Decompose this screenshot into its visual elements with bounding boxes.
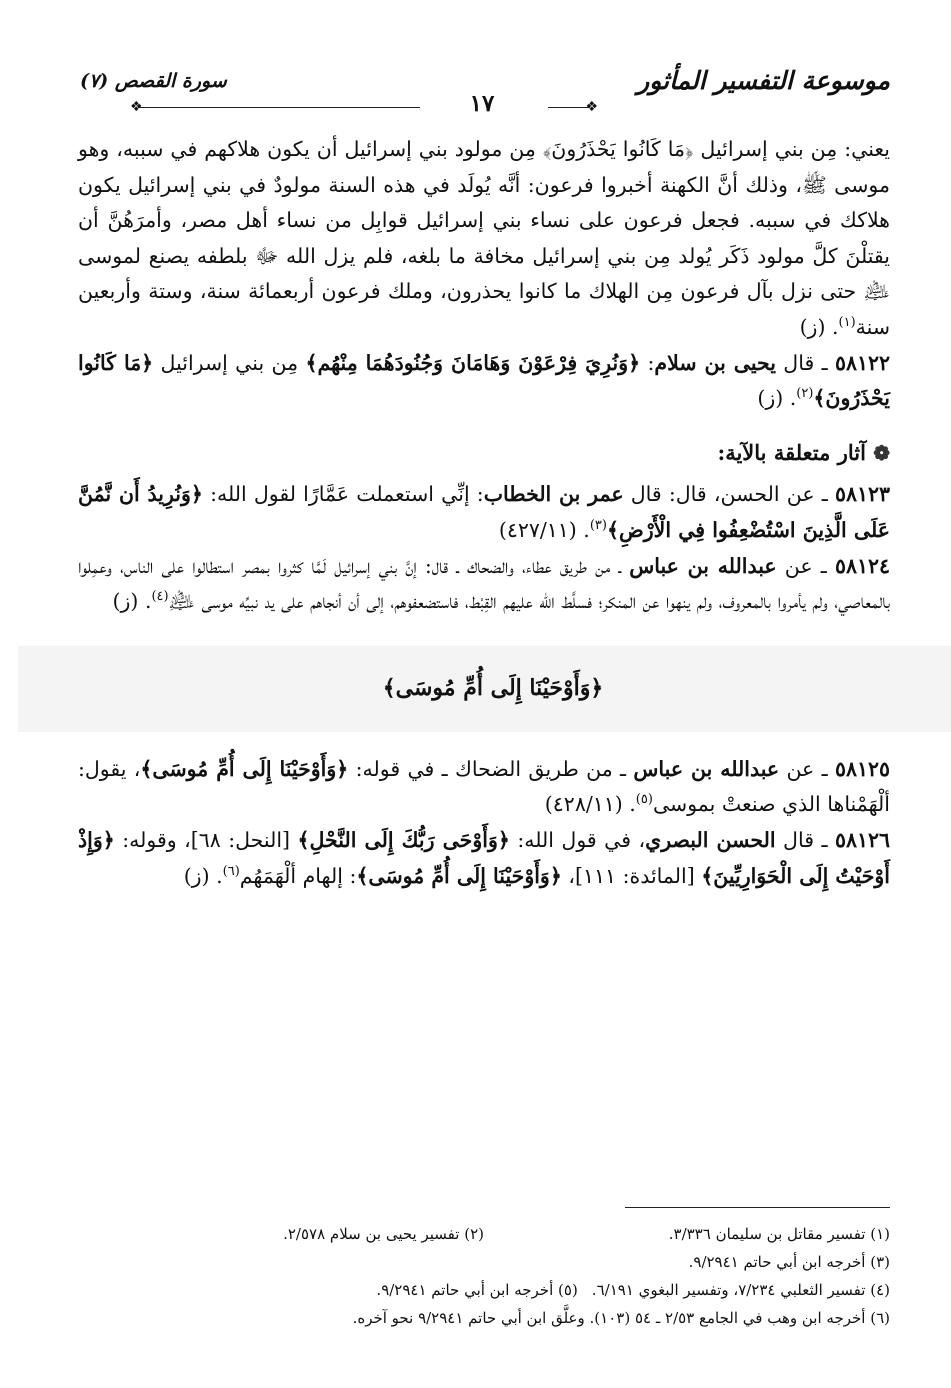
footnote: (٤) تفسير الثعلبي ٧/٢٣٤، وتفسير البغوي ٦/١٩١.: [591, 1281, 890, 1299]
footnote-ref[interactable]: (١): [838, 315, 856, 331]
quran-quote: ﴿وَإِذْ أَوْحَيْتُ إِلَى الْحَوَارِيِّينَ﴾: [78, 827, 890, 888]
footnote: (١) تفسير مقاتل بن سليمان ٣/٣٣٦.: [668, 1225, 890, 1243]
quran-quote: ﴿وَنُرِيَ فِرْعَوْنَ وَهَامَانَ وَجُنُودَهُمَا مِنْهُم﴾: [305, 350, 641, 375]
narrator-name: عمر بن الخطاب: [483, 482, 624, 507]
footnote: (٦) أخرجه ابن وهب في الجامع ٢/٥٣ ـ ٥٤ (١٠٣). وعلَّق ابن أبي حاتم ٩/٢٩٤١ نحو آخره.: [352, 1309, 890, 1327]
quran-quote: ﴿مَا كَانُوا يَحْذَرُونَ﴾: [78, 350, 890, 411]
narration-paragraph: ٥٨١٢٥ ـ عن عبدالله بن عباس ـ من طريق الضحاك ـ في قوله: ﴿وَأَوْحَيْنَا إِلَى أُمِّ مُوسَى﴾، يقول: ألْهَمْناها الذي صنعتْ بموسى$^{(٥)}$. (٤٢٨/١١): [78, 756, 890, 817]
narration-number: ٥٨١٢٦: [834, 827, 890, 852]
narrator-name: عبدالله بن عباس: [633, 756, 780, 781]
footnote-row: [78, 1276, 890, 1304]
narration-number: ٥٨١٢٥: [834, 756, 890, 781]
narration-number: ٥٨١٢٣: [834, 482, 890, 507]
footnote-ref[interactable]: (٥): [635, 792, 653, 808]
narrator-name: الحسن البصري: [645, 827, 776, 852]
narration-paragraph: ٥٨١٢٤ ـ عن عبدالله بن عباس ـ من طريق عطاء، والضحاك ـ قال: إنَّ بني إسرائيل لَمَّا كثروا بمصر استطالوا على الناس، وعمِلوا بالمعاصي، ولم يأمروا بالمعروف، ولم ينهوا عن المنكر؛ فسلَّط الله عليهم القِبْط، فاستضعفوهم، إلى أن أنجاهم على يد نبيِّه موسى ﵇$^{(٤)}$. (ز): [78, 553, 891, 614]
narration-paragraph: ٥٨١٢٣ ـ عن الحسن، قال: قال عمر بن الخطاب: إنِّي استعملت عَمَّارًا لقول الله: ﴿وَنُرِيدُ أَن نَّمُنَّ عَلَى الَّذِينَ اسْتُضْعِفُوا فِي الْأَرْضِ﴾$^{(٣)}$. (٤٢٧/١١): [78, 482, 890, 542]
rule-ornament-icon: ❖: [585, 99, 598, 115]
footnote-ref[interactable]: (٤): [151, 589, 169, 605]
book-page: [78, 60, 890, 1360]
footnote-ref[interactable]: (٣): [589, 518, 607, 534]
verse-heading-box: [18, 646, 951, 732]
footnotes: [78, 1220, 890, 1332]
footnote: (٣) أخرجه ابن أبي حاتم ٩/٢٩٤١.: [688, 1253, 890, 1271]
footnote: (٢) تفسير يحيى بن سلام ٢/٥٧٨.: [283, 1225, 484, 1243]
footnote: (٥) أخرجه ابن أبي حاتم ٩/٢٩٤١.: [376, 1281, 578, 1299]
rule-ornament-icon: ❖: [130, 99, 143, 115]
quran-quote: ﴿وَأَوْحَى رَبُّكَ إِلَى النَّحْلِ﴾: [297, 827, 510, 852]
footnote-separator: [625, 1207, 890, 1208]
narrator-name: عبدالله بن عباس: [629, 553, 777, 578]
footnote-ref[interactable]: (٢): [796, 386, 814, 402]
paragraph: يعني: مِن بني إسرائيل ﴿مَا كَانُوا يَحْذَرُونَ﴾ مِن مولود بني إسرائيل أن يكون هلاكهم في سببه، وهو موسى ﷺ، وذلك أنَّ الكهنة أخبروا فرعون: أنَّه يُولَد في هذه السنة مولودٌ في بني إسرائيل يكون هلاكك في سببه. فجعل فرعون على نساء بني إسرائيل قوابِل من نساء أهل مصر، وأمرَهُنَّ أن يقتلْنَ كلَّ مولود ذَكَر يُولد مِن بني إسرائيل مخافة ما بلغه، فلم يزل الله ﷻ بلطفه يصنع لموسى ﵇ حتى نزل بآل فرعون مِن الهلاك ما كانوا يحذرون، وملك فرعون أربعمائة سنة، وستة وأربعين سنة$^{(١)}$. (ز): [78, 137, 890, 339]
book-title: موسوعة التفسير المأثور: [637, 66, 890, 95]
narration-paragraph: ٥٨١٢٦ ـ قال الحسن البصري، في قول الله: ﴿وَأَوْحَى رَبُّكَ إِلَى النَّحْلِ﴾ [النحل: ٦٨]، وقوله: ﴿وَإِذْ أَوْحَيْتُ إِلَى الْحَوَارِيِّينَ﴾ [المائدة: ١١١]، ﴿وَأَوْحَيْنَا إِلَى أُمِّ مُوسَى﴾: إلهام ألْهَمَهُم$^{(٦)}$. (ز): [78, 827, 890, 888]
main-text: [78, 132, 890, 894]
quran-quote: ﴿وَأَوْحَيْنَا إِلَى أُمِّ مُوسَى﴾: [140, 756, 349, 781]
header-rule-left: [138, 107, 420, 108]
narration-number: ٥٨١٢٢: [834, 350, 891, 375]
flower-ornament-icon: ❁: [873, 440, 890, 465]
narrator-name: يحيى بن سلام: [654, 350, 776, 375]
footnote-row: [78, 1220, 890, 1248]
footnote-ref[interactable]: (٦): [222, 863, 240, 879]
section-heading: ❁ آثار متعلقة بالآية:: [717, 439, 890, 465]
narration-number: ٥٨١٢٤: [834, 553, 891, 578]
quran-quote: ﴿وَأَوْحَيْنَا إِلَى أُمِّ مُوسَى﴾: [356, 863, 562, 888]
quran-quote: ﴿وَنُرِيدُ أَن نَّمُنَّ عَلَى الَّذِينَ اسْتُضْعِفُوا فِي الْأَرْضِ﴾: [78, 482, 890, 542]
verse-heading: ﴿وَأَوْحَيْنَا إِلَى أُمِّ مُوسَى﴾: [382, 674, 604, 701]
surah-title: سورة القصص (٧): [80, 70, 227, 92]
page-header: [78, 60, 890, 132]
narration-paragraph: ٥٨١٢٢ ـ قال يحيى بن سلام: ﴿وَنُرِيَ فِرْعَوْنَ وَهَامَانَ وَجُنُودَهُمَا مِنْهُم﴾ مِن بني إسرائيل ﴿مَا كَانُوا يَحْذَرُونَ﴾$^{(٢)}$. (ز): [78, 350, 891, 411]
header-rule-right: [548, 107, 590, 108]
page-number: ١٧: [456, 90, 508, 117]
